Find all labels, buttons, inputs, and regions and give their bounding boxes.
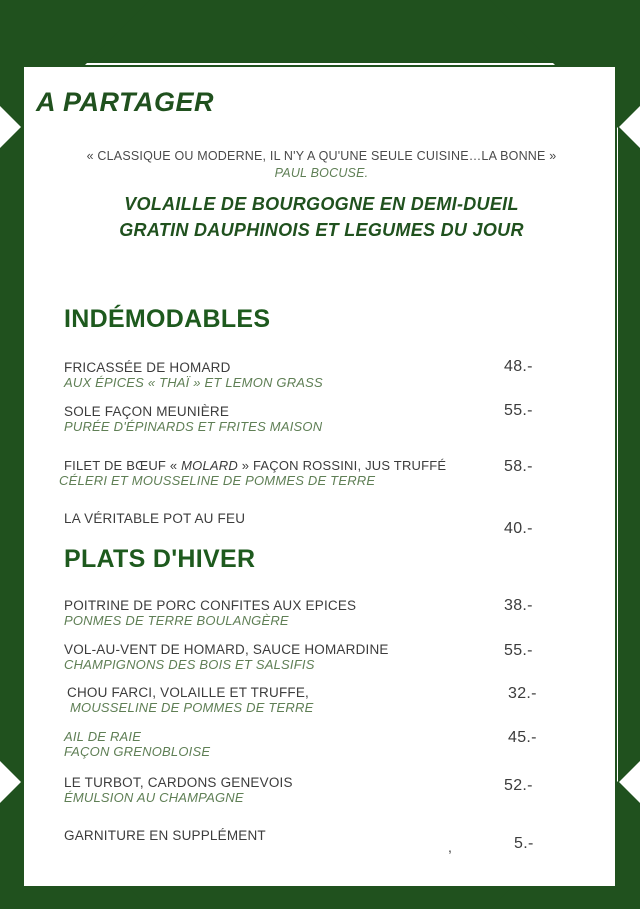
menu-item-description: CÉLERI ET MOUSSELINE DE POMMES DE TERRE	[59, 473, 376, 488]
menu-item-name: POITRINE DE PORC CONFITES AUX EPICES	[64, 598, 357, 613]
menu-item-name: SOLE FAÇON MEUNIÈRE	[64, 404, 230, 419]
menu-card	[22, 65, 617, 888]
menu-item	[59, 458, 604, 488]
menu-item-price: 55.-	[504, 642, 533, 659]
menu-item-name: CHOU FARCI, VOLAILLE ET TRUFFE,	[67, 685, 310, 700]
menu-item-description: CHAMPIGNONS DES BOIS ET SALSIFIS	[64, 657, 315, 672]
menu-item-name: AIL DE RAIE	[64, 729, 142, 744]
menu-item-name-post: » FAÇON ROSSINI, JUS TRUFFÉ	[237, 458, 447, 473]
frame-band-left	[0, 63, 22, 846]
page-title: A PARTAGER	[36, 87, 215, 117]
menu-item-price: 58.-	[504, 458, 533, 475]
feature-dish-line-1: VOLAILLE DE BOURGOGNE EN DEMI-DUEIL	[124, 194, 519, 214]
menu-item	[64, 775, 604, 805]
feature-dish	[24, 191, 619, 243]
menu-item-price: 40.-	[504, 520, 533, 537]
menu-item	[64, 685, 604, 715]
menu-item-name-pre: FILET DE BŒUF «	[64, 458, 182, 473]
menu-item	[64, 511, 604, 537]
menu-item	[64, 828, 604, 852]
menu-item-description: PONMES DE TERRE BOULANGÈRE	[64, 613, 289, 628]
menu-item-price: 5.-	[514, 835, 534, 852]
menu-item-price: 48.-	[504, 358, 533, 375]
feature-dish-line-2: GRATIN DAUPHINOIS ET LEGUMES DU JOUR	[119, 220, 524, 240]
menu-item-name-emphasis: MOLARD	[181, 458, 238, 473]
chef-quote-author: PAUL BOCUSE.	[274, 166, 369, 180]
section-heading-plats-dhiver: PLATS D'HIVER	[64, 545, 256, 573]
menu-item-name: LE TURBOT, CARDONS GENEVOIS	[64, 775, 293, 790]
menu-item-description: AUX ÉPICES « THAÏ » ET LEMON GRASS	[64, 375, 323, 390]
menu-item	[64, 404, 604, 434]
stray-comma-mark: ,	[448, 839, 452, 855]
menu-item-name: LA VÉRITABLE POT AU FEU	[64, 511, 246, 526]
menu-item	[64, 360, 604, 390]
menu-item-price: 32.-	[508, 685, 537, 702]
menu-item-name: GARNITURE EN SUPPLÉMENT	[64, 828, 266, 843]
menu-item-description: FAÇON GRENOBLOISE	[64, 744, 211, 759]
menu-item-price: 55.-	[504, 402, 533, 419]
frame-band-right	[618, 63, 640, 846]
menu-item-description: ÉMULSION AU CHAMPAGNE	[64, 790, 244, 805]
chef-quote: « CLASSIQUE OU MODERNE, IL N'Y A QU'UNE SEULE CUISINE…LA BONNE »	[86, 149, 557, 163]
menu-item-price: 38.-	[504, 597, 533, 614]
menu-item-description: MOUSSELINE DE POMMES DE TERRE	[70, 700, 314, 715]
menu-item	[64, 729, 604, 759]
menu-item-name: VOL-AU-VENT DE HOMARD, SAUCE HOMARDINE	[64, 642, 389, 657]
section-heading-indemodables: INDÉMODABLES	[64, 305, 271, 333]
menu-item-description: PURÉE D'ÉPINARDS ET FRITES MAISON	[64, 419, 323, 434]
menu-item	[64, 598, 604, 628]
menu-item	[64, 642, 604, 672]
menu-item-name: FRICASSÉE DE HOMARD	[64, 360, 231, 375]
menu-item-price: 52.-	[504, 777, 533, 794]
menu-item-price: 45.-	[508, 729, 537, 746]
